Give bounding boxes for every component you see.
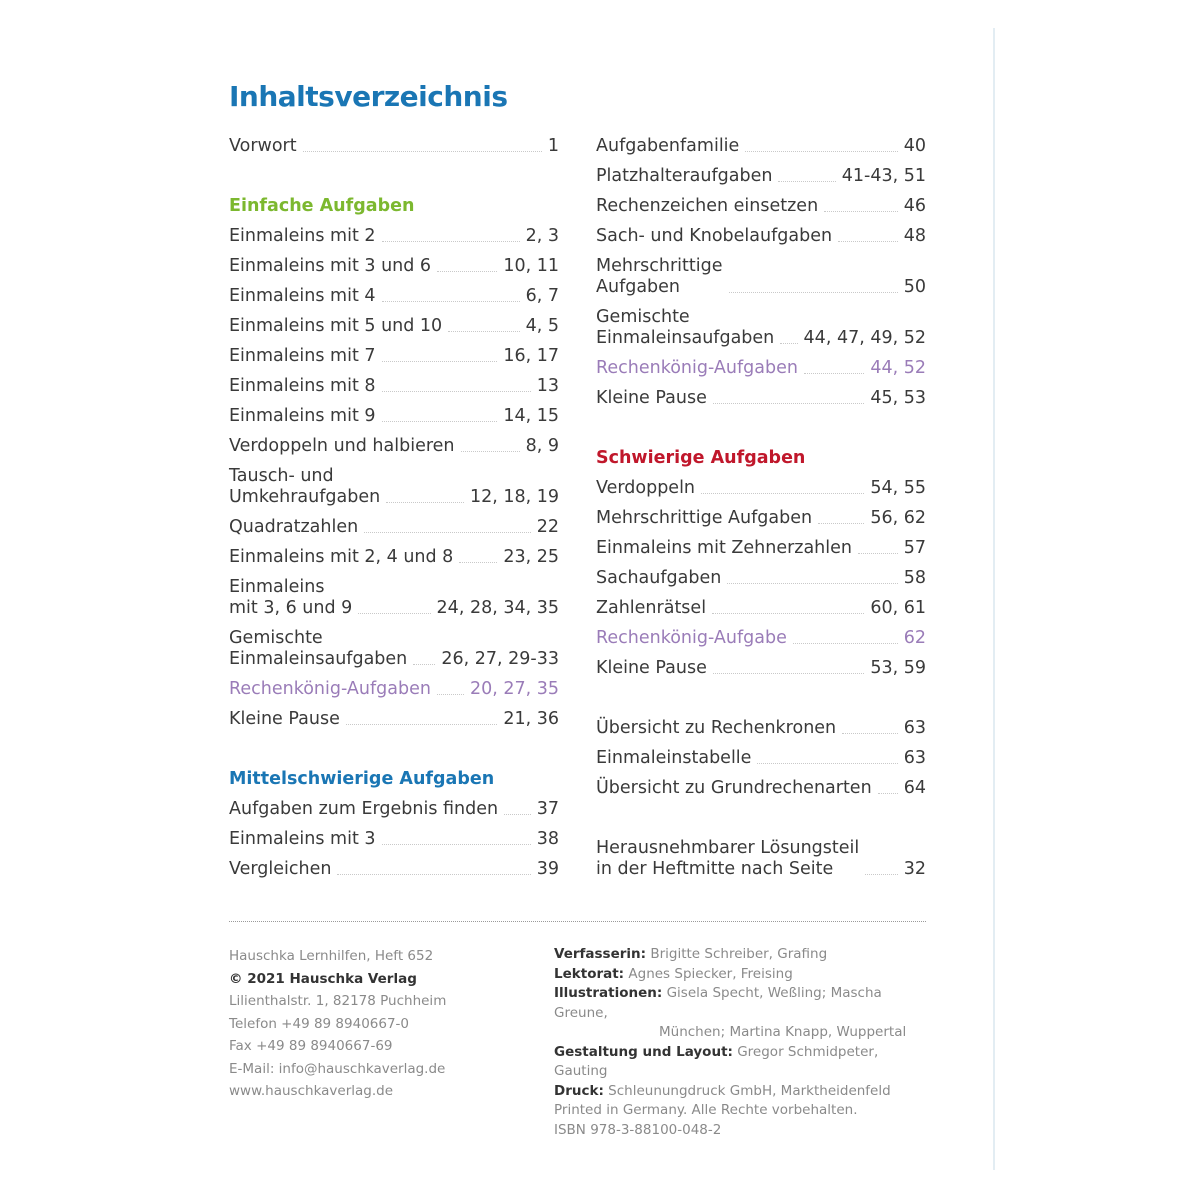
toc-entry-label: Gemischte Einmaleinsaufgaben [229, 628, 408, 669]
toc-entry[interactable] [229, 281, 559, 311]
leader-dots [838, 241, 898, 242]
leader-dots [413, 664, 435, 665]
toc-entry-label: Vergleichen [229, 859, 332, 879]
toc-entry[interactable] [229, 251, 559, 281]
toc-entry-page: 44, 47, 49, 52 [803, 328, 926, 348]
toc-entry-page: 64 [903, 778, 926, 798]
toc-entry-page: 46 [903, 196, 926, 216]
imprint-website[interactable]: www.hauschkaverlag.de [229, 1083, 394, 1099]
toc-entry-label: Kleine Pause [229, 709, 340, 729]
leader-dots [382, 241, 520, 242]
toc-entry-label: Einmaleins mit 8 [229, 376, 376, 396]
toc-entry-label: Verdoppeln [596, 478, 696, 498]
toc-entry[interactable] [596, 563, 926, 593]
toc-entry[interactable] [596, 473, 926, 503]
toc-entry-label: Einmaleins mit 2, 4 und 8 [229, 547, 454, 567]
toc-entry[interactable] [596, 302, 926, 353]
toc-entry[interactable] [229, 512, 559, 542]
toc-entry-label: Einmaleinstabelle [596, 748, 752, 768]
toc-entry-page: 10, 11 [503, 256, 559, 276]
leader-dots [382, 391, 531, 392]
toc-entry-label: Sach- und Knobelaufgaben [596, 226, 833, 246]
credit-label: Gestaltung und Layout: [554, 1043, 733, 1060]
toc-entry-page: 14, 15 [503, 406, 559, 426]
toc-entry-page: 22 [536, 517, 559, 537]
toc-entry-page: 4, 5 [525, 316, 559, 336]
toc-left-column [229, 131, 559, 884]
leader-dots [382, 361, 498, 362]
toc-entry[interactable] [229, 623, 559, 674]
leader-dots [504, 814, 531, 815]
toc-entry[interactable] [596, 191, 926, 221]
toc-entry-page: 54, 55 [870, 478, 926, 498]
leader-dots [382, 301, 520, 302]
toc-entry[interactable] [596, 131, 926, 161]
imprint-address: Lilienthalstr. 1, 82178 Puchheim [229, 993, 447, 1009]
toc-entry-label: Aufgabenfamilie [596, 136, 740, 156]
leader-dots [713, 673, 864, 674]
credit-isbn: ISBN 978-3-88100-048-2 [554, 1121, 722, 1138]
toc-entry-page: 20, 27, 35 [469, 679, 559, 699]
toc-entry-label: Einmaleins mit 5 und 10 [229, 316, 443, 336]
leader-dots [437, 271, 497, 272]
toc-entry-label: Mehrschrittige Aufgaben [596, 508, 813, 528]
credit-label: Illustrationen: [554, 985, 663, 1001]
toc-right-column [596, 131, 926, 884]
toc-entry-page: 48 [903, 226, 926, 246]
credit-editor [554, 965, 934, 985]
toc-entry-label: Sachaufgaben [596, 568, 722, 588]
toc-entry-vorwort[interactable] [229, 131, 559, 161]
toc-entry-label: Rechenkönig-Aufgaben [229, 679, 431, 699]
toc-entry-page: 44, 52 [870, 358, 926, 378]
toc-entry[interactable] [229, 824, 559, 854]
toc-entry-label: Mehrschrittige Aufgaben [596, 256, 723, 297]
toc-entry[interactable] [596, 533, 926, 563]
toc-entry-label: Quadratzahlen [229, 517, 359, 537]
credit-value: Agnes Spiecker, Freising [628, 965, 793, 982]
toc-entry-label: Tausch- und Umkehraufgaben [229, 466, 381, 507]
toc-entry-page: 32 [903, 859, 926, 879]
leader-dots [824, 211, 898, 212]
toc-entry[interactable] [229, 542, 559, 572]
leader-dots [459, 562, 497, 563]
section-heading-schwierig: Schwierige Aufgaben [596, 448, 806, 468]
toc-entry-label: Übersicht zu Rechenkronen [596, 718, 837, 738]
toc-entry[interactable] [229, 794, 559, 824]
toc-entry[interactable] [596, 353, 926, 383]
toc-entry-page: 21, 36 [503, 709, 559, 729]
section-heading-einfach: Einfache Aufgaben [229, 196, 415, 216]
credit-rights: Printed in Germany. Alle Rechte vorbehalten. [554, 1102, 858, 1118]
toc-entry-page: 24, 28, 34, 35 [436, 598, 559, 618]
leader-dots [346, 724, 497, 725]
toc-entry[interactable] [229, 401, 559, 431]
toc-entry[interactable] [229, 572, 559, 623]
leader-dots [712, 613, 864, 614]
leader-dots [878, 793, 898, 794]
toc-entry-label: Einmaleins mit 2 [229, 226, 376, 246]
toc-entry-page: 60, 61 [870, 598, 926, 618]
toc-entry-page: 26, 27, 29-33 [441, 649, 559, 669]
toc-entry-label: Einmaleins mit Zehnerzahlen [596, 538, 852, 558]
leader-dots [804, 373, 864, 374]
imprint-fax: Fax +49 89 8940667-69 [229, 1038, 393, 1054]
credit-value: Gregor Schmidpeter, Gauting [554, 1043, 879, 1079]
toc-entry-label: Einmaleins mit 3 [229, 829, 376, 849]
credit-label: Druck: [554, 1082, 604, 1099]
toc-entry-label: Einmaleins mit 3, 6 und 9 [229, 577, 353, 618]
toc-list-einfach [229, 221, 559, 734]
credit-value: Gisela Specht, Weßling; Mascha Greune, [554, 985, 882, 1021]
credit-label: Lektorat: [554, 965, 625, 982]
toc-entry[interactable] [596, 251, 926, 302]
section-heading-mittel: Mittelschwierige Aufgaben [229, 769, 495, 789]
toc-entry-page: 12, 18, 19 [469, 487, 559, 507]
toc-entry-page: 63 [903, 718, 926, 738]
toc-list-extras [596, 713, 926, 803]
toc-entry[interactable] [229, 431, 559, 461]
toc-entry[interactable] [229, 854, 559, 884]
toc-entry[interactable] [596, 773, 926, 803]
toc-entry-label: Aufgaben zum Ergebnis finden [229, 799, 499, 819]
toc-entry-label: Rechenkönig-Aufgabe [596, 628, 787, 648]
toc-entry-page: 56, 62 [870, 508, 926, 528]
leader-dots [437, 694, 464, 695]
toc-entry-label: Zahlenrätsel [596, 598, 707, 618]
leader-dots [793, 643, 898, 644]
leader-dots [865, 874, 897, 875]
leader-dots [364, 532, 531, 533]
toc-entry[interactable] [596, 623, 926, 653]
toc-entry-label: Vorwort [229, 136, 297, 156]
imprint-phone: Telefon +49 89 8940667-0 [229, 1015, 410, 1032]
toc-entry-page: 16, 17 [503, 346, 559, 366]
leader-dots [358, 613, 430, 614]
toc-entry-label: Einmaleins mit 9 [229, 406, 376, 426]
leader-dots [382, 421, 498, 422]
toc-entry-page: 63 [903, 748, 926, 768]
toc-entry-label: Rechenkönig-Aufgaben [596, 358, 798, 378]
credit-design [554, 1043, 934, 1082]
toc-entry[interactable] [229, 674, 559, 704]
toc-entry-page: 53, 59 [870, 658, 926, 678]
toc-entry-page: 58 [903, 568, 926, 588]
toc-entry-page: 57 [903, 538, 926, 558]
toc-entry-page: 6, 7 [525, 286, 559, 306]
leader-dots [818, 523, 864, 524]
credit-value: Schleunungdruck GmbH, Marktheidenfeld [608, 1082, 891, 1099]
toc-list-mittel-continued [596, 131, 926, 413]
toc-entry-page: 13 [536, 376, 559, 396]
imprint-series: Hauschka Lernhilfen, Heft 652 [229, 948, 434, 964]
toc-entry[interactable] [229, 221, 559, 251]
imprint-copyright: © 2021 Hauschka Verlag [229, 970, 417, 987]
toc-entry-page: 62 [903, 628, 926, 648]
toc-entry[interactable] [229, 311, 559, 341]
toc-entry[interactable] [229, 371, 559, 401]
toc-entry-page: 8, 9 [525, 436, 559, 456]
leader-dots [780, 343, 797, 344]
toc-entry[interactable] [229, 704, 559, 734]
toc-entry[interactable] [596, 383, 926, 413]
toc-entry[interactable] [596, 593, 926, 623]
toc-entry[interactable] [596, 743, 926, 773]
credit-author [554, 945, 934, 965]
leader-dots [858, 553, 898, 554]
leader-dots [386, 502, 464, 503]
toc-entry-label: Kleine Pause [596, 388, 707, 408]
leader-dots [461, 451, 520, 452]
toc-entry[interactable] [596, 221, 926, 251]
leader-dots [337, 874, 530, 875]
toc-entry-page: 37 [536, 799, 559, 819]
leader-dots [778, 181, 835, 182]
toc-entry-page: 39 [536, 859, 559, 879]
toc-entry-page: 50 [903, 277, 926, 297]
toc-entry-label: Platzhalteraufgaben [596, 166, 773, 186]
credit-illustrations-cont: München; Martina Knapp, Wuppertal [659, 1024, 907, 1040]
toc-list-mittel [229, 794, 559, 884]
leader-dots [303, 151, 542, 152]
credit-label: Verfasserin: [554, 946, 647, 962]
toc-entry-label: Kleine Pause [596, 658, 707, 678]
leader-dots [713, 403, 864, 404]
credit-illustrations [554, 984, 934, 1023]
toc-entry-label: Rechenzeichen einsetzen [596, 196, 819, 216]
toc-entry-label: Herausnehmbarer Lösungsteil in der Heftmitte nach Seite [596, 838, 860, 879]
toc-entry[interactable] [596, 161, 926, 191]
toc-entry[interactable] [229, 461, 559, 512]
toc-entry-page: 23, 25 [503, 547, 559, 567]
leader-dots [727, 583, 897, 584]
toc-entry-loesungsteil[interactable] [596, 833, 926, 884]
toc-entry-page: 40 [903, 136, 926, 156]
toc-entry-page: 38 [536, 829, 559, 849]
toc-entry-label: Einmaleins mit 3 und 6 [229, 256, 432, 276]
toc-entry-page: 45, 53 [870, 388, 926, 408]
credit-value: Brigitte Schreiber, Grafing [650, 946, 828, 962]
leader-dots [382, 844, 531, 845]
credit-print [554, 1082, 934, 1102]
toc-entry-label: Einmaleins mit 7 [229, 346, 376, 366]
toc-entry-page: 1 [547, 136, 559, 156]
toc-entry[interactable] [596, 653, 926, 683]
toc-entry-label: Übersicht zu Grundrechenarten [596, 778, 872, 798]
toc-list-schwierig [596, 473, 926, 683]
leader-dots [729, 292, 898, 293]
toc-entry[interactable] [596, 713, 926, 743]
leader-dots [448, 331, 519, 332]
page-title: Inhaltsverzeichnis [229, 80, 508, 113]
imprint-publisher [229, 945, 529, 1103]
toc-entry[interactable] [596, 503, 926, 533]
leader-dots [757, 763, 897, 764]
toc-entry-label: Verdoppeln und halbieren [229, 436, 455, 456]
leader-dots [745, 151, 897, 152]
footer-divider [229, 921, 926, 922]
leader-dots [701, 493, 864, 494]
imprint-credits [554, 945, 934, 1140]
toc-entry-page: 2, 3 [525, 226, 559, 246]
leader-dots [842, 733, 898, 734]
toc-entry-label: Einmaleins mit 4 [229, 286, 376, 306]
toc-entry-label: Gemischte Einmaleinsaufgaben [596, 307, 775, 348]
toc-entry-page: 41-43, 51 [841, 166, 926, 186]
toc-entry[interactable] [229, 341, 559, 371]
imprint-email[interactable]: E-Mail: info@hauschkaverlag.de [229, 1060, 446, 1077]
